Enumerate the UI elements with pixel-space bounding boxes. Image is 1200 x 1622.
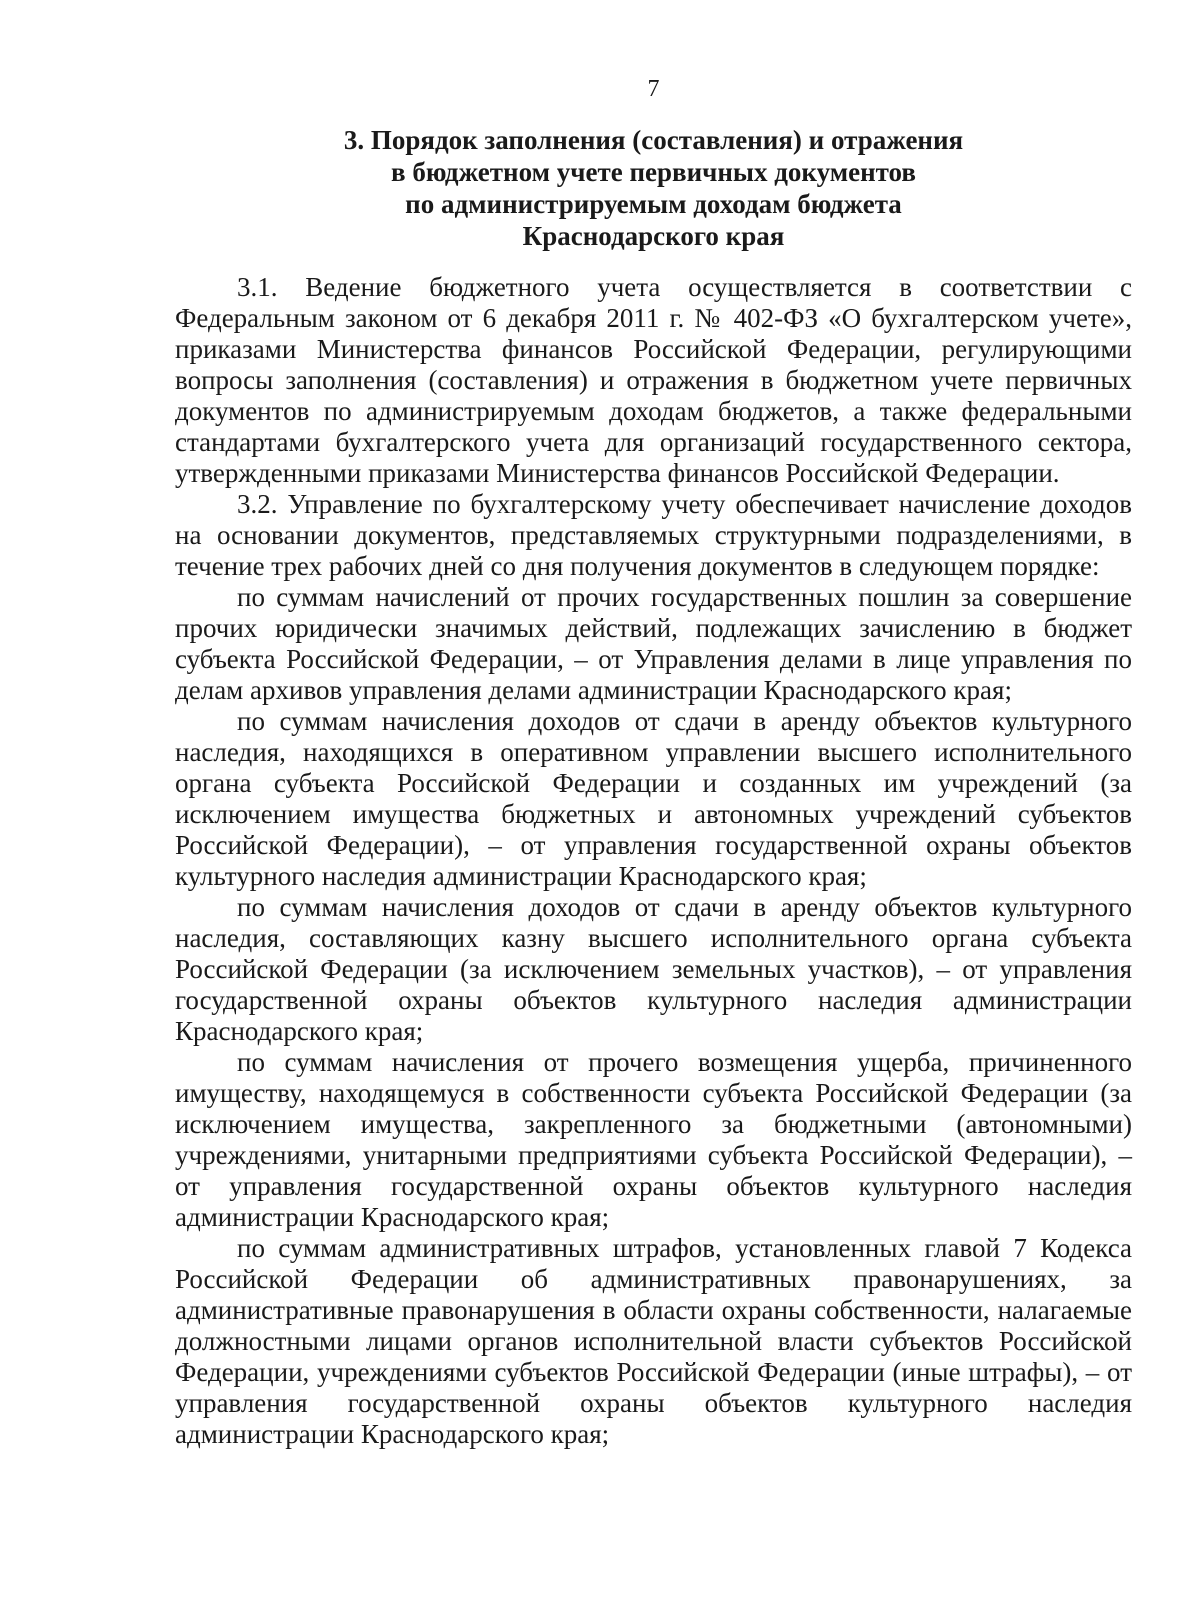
list-item-state-duties: по суммам начислений от прочих государственных пошлин за совершение прочих юридически значимых действий, подлежащих зачислению в бюджет субъекта Российской Федерации, – от Управления делами в лице управления по делам архивов управления делами администрации Краснодарского края;: [175, 582, 1132, 705]
heading-line: в бюджетном учете первичных документов: [391, 157, 916, 187]
list-item-rent-operational: по суммам начисления доходов от сдачи в аренду объектов культурного наследия, находящихся в оперативном управлении высшего исполнительного органа субъекта Российской Федерации и созданных им учреждений (за исключением имущества бюджетных и автономных учреждений субъектов Российской Федерации), – от управления государственной охраны объектов культурного наследия администрации Краснодарского края;: [175, 706, 1132, 891]
section-heading: [175, 124, 1132, 252]
heading-line: 3. Порядок заполнения (составления) и отражения: [343, 125, 964, 155]
page-number: 7: [647, 76, 660, 102]
paragraph-3-2: 3.2. Управление по бухгалтерскому учету обеспечивает начисление доходов на основании документов, представляемых структурными подразделениями, в течение трех рабочих дней со дня получения документов в следующем порядке:: [175, 489, 1132, 581]
heading-line: по администрируемым доходам бюджета: [405, 189, 902, 219]
list-item-damage-compensation: по суммам начисления от прочего возмещения ущерба, причиненного имуществу, находящемуся в собственности субъекта Российской Федерации (за исключением имущества, закрепленного за бюджетными (автономными) учреждениями, унитарными предприятиями субъекта Российской Федерации), – от управления государственной охраны объектов культурного наследия администрации Краснодарского края;: [175, 1047, 1132, 1232]
document-body: [175, 272, 1132, 1450]
list-item-rent-treasury: по суммам начисления доходов от сдачи в аренду объектов культурного наследия, составляющих казну высшего исполнительного органа субъекта Российской Федерации (за исключением земельных участков), – от управления государственной охраны объектов культурного наследия администрации Краснодарского края;: [175, 892, 1132, 1046]
heading-line: Краснодарского края: [522, 221, 785, 251]
paragraph-3-1: 3.1. Ведение бюджетного учета осуществляется в соответствии с Федеральным законом от 6 декабря 2011 г. № 402-ФЗ «О бухгалтерском учете», приказами Министерства финансов Российской Федерации, регулирующими вопросы заполнения (составления) и отражения в бюджетном учете первичных документов по администрируемым доходам бюджетов, а также федеральными стандартами бухгалтерского учета для организаций государственного сектора, утвержденными приказами Министерства финансов Российской Федерации.: [175, 272, 1132, 488]
list-item-administrative-fines: по суммам административных штрафов, установленных главой 7 Кодекса Российской Федерации об административных правонарушениях, за административные правонарушения в области охраны собственности, налагаемые должностными лицами органов исполнительной власти субъектов Российской Федерации, учреждениями субъектов Российской Федерации (иные штрафы), – от управления государственной охраны объектов культурного наследия администрации Краснодарского края;: [175, 1233, 1132, 1449]
